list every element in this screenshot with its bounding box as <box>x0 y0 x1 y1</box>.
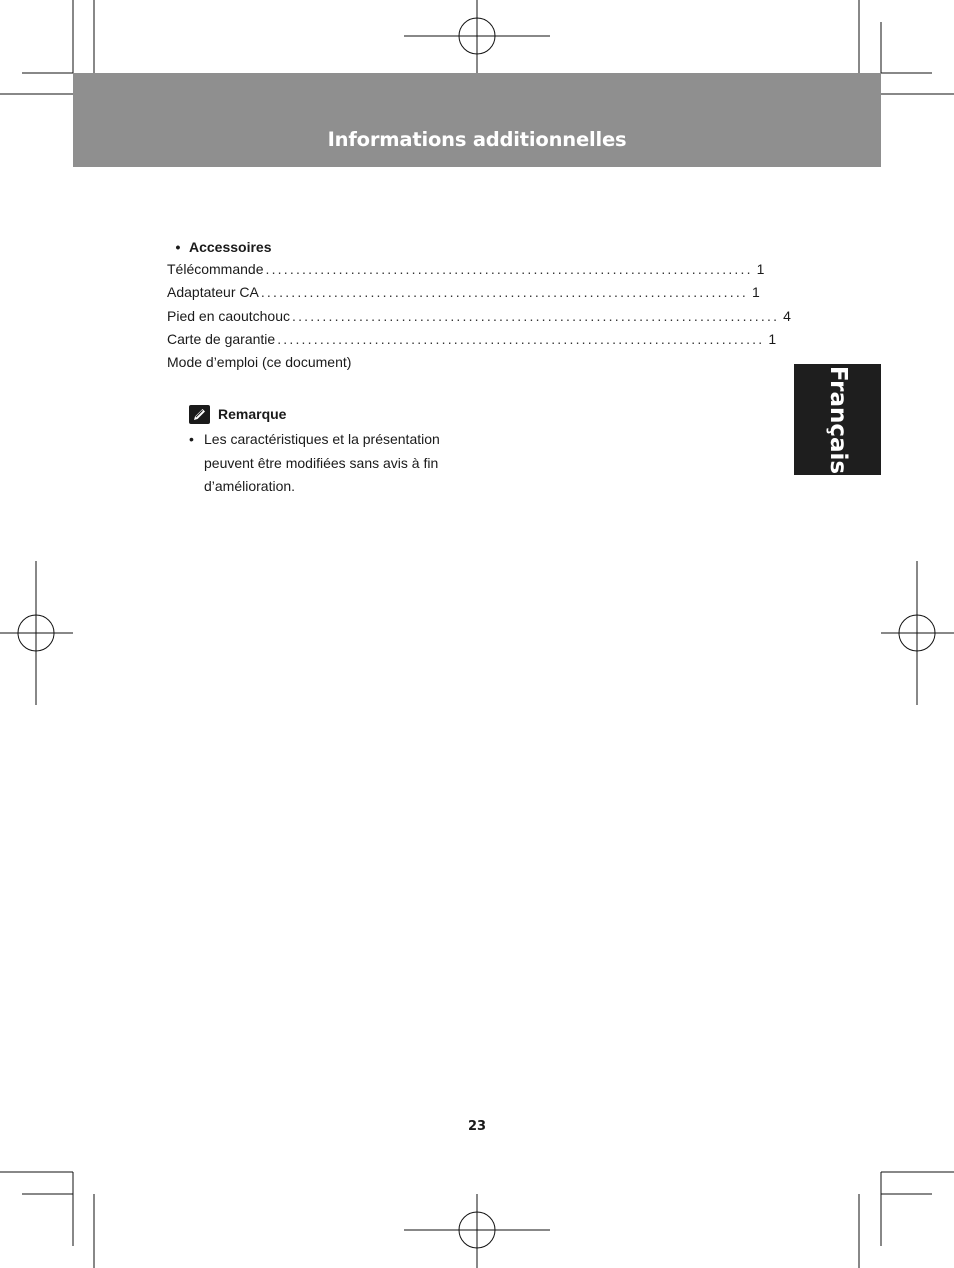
accessory-quantity: 1 <box>768 330 777 347</box>
accessory-name: Adaptateur CA <box>167 284 259 301</box>
accessory-item <box>167 258 765 281</box>
header-band <box>73 73 881 167</box>
accessory-quantity: 1 <box>752 284 760 301</box>
accessory-item <box>167 351 459 374</box>
dot-leader: ................................................................................ <box>291 307 780 324</box>
bullet: • <box>189 431 194 447</box>
page-title: Informations additionnelles <box>327 128 627 151</box>
accessory-list <box>167 258 791 374</box>
accessory-name: Télécommande <box>167 261 264 277</box>
language-tab <box>794 364 881 475</box>
accessory-quantity: 1 <box>756 261 765 277</box>
accessory-name: Pied en caoutchouc <box>167 307 290 324</box>
dot-leader: ................................................................................ <box>265 261 753 277</box>
accessory-name: Carte de garantie <box>167 330 276 347</box>
accessory-item <box>167 328 777 351</box>
accessory-quantity: 4 <box>783 307 791 324</box>
note-text: Les caractéristiques et la présentation peuvent être modifiées sans avis à fin d’amélioration. <box>204 431 440 495</box>
accessory-name: Mode d’emploi (ce document) <box>167 354 352 371</box>
accessory-item <box>167 305 791 328</box>
page-number: 23 <box>467 1119 487 1134</box>
bullet: • <box>175 239 181 255</box>
accessories-heading-text: Accessoires <box>189 239 272 255</box>
dot-leader: ................................................................................ <box>260 284 749 301</box>
accessories-heading <box>167 236 459 258</box>
accessories-section <box>167 236 791 374</box>
dot-leader: ................................................................................ <box>277 330 765 347</box>
note-heading <box>189 402 469 426</box>
note-heading-text: Remarque <box>218 406 287 422</box>
note-item <box>189 428 469 499</box>
language-tab-label: Français <box>824 365 851 474</box>
pencil-icon <box>189 405 210 424</box>
note-section <box>189 402 469 499</box>
accessory-item <box>167 281 760 304</box>
